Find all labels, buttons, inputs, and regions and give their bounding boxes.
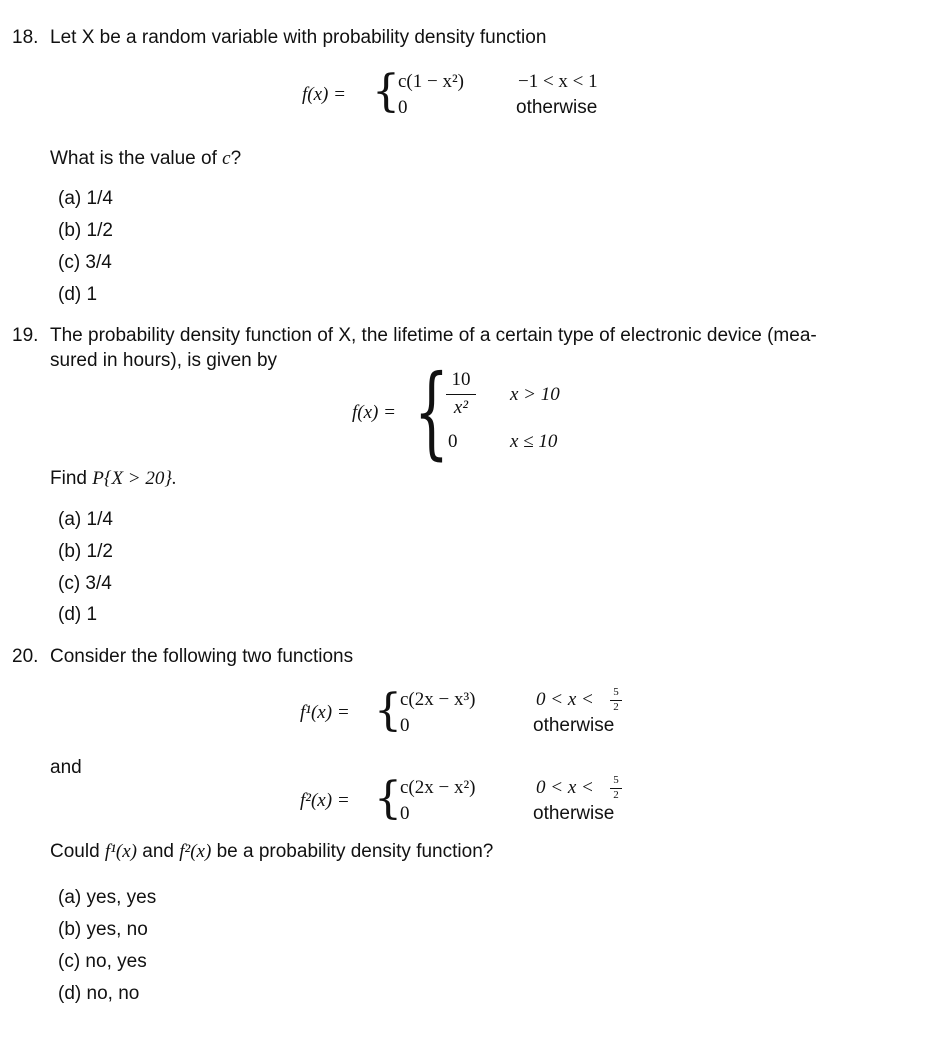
- question-text: Let X be a random variable with probability density function: [50, 27, 547, 48]
- case-expr: 0: [400, 803, 410, 824]
- answer-option[interactable]: (a) yes, yes: [58, 887, 157, 908]
- left-brace-icon: {: [374, 773, 402, 824]
- answer-option[interactable]: (a) 1/4: [58, 188, 113, 209]
- fraction-numerator: 5: [613, 686, 619, 698]
- case-expr: c(1 − x²): [398, 71, 464, 92]
- question-text-line: sured in hours), is given by: [50, 350, 278, 371]
- case-expr: 0: [398, 97, 408, 118]
- answer-option[interactable]: (b) 1/2: [58, 541, 113, 562]
- answer-option[interactable]: (d) 1: [58, 604, 98, 625]
- left-brace-icon: {: [374, 685, 402, 736]
- case-expr: c(2x − x³): [400, 689, 476, 710]
- case-condition: 0 < x <: [536, 777, 594, 798]
- case-expr: 0: [448, 431, 458, 452]
- question-prompt: What is the value of c?: [50, 148, 242, 169]
- case-condition: −1 < x < 1: [518, 71, 598, 92]
- answer-option[interactable]: (d) no, no: [58, 983, 140, 1004]
- formula-lhs: f(x) =: [302, 84, 346, 105]
- answer-option[interactable]: (c) 3/4: [58, 573, 112, 594]
- question-text: Consider the following two functions: [50, 646, 354, 667]
- case-condition: x > 10: [510, 384, 560, 405]
- answer-option[interactable]: (b) yes, no: [58, 919, 148, 940]
- case-condition: x ≤ 10: [510, 431, 558, 452]
- case-expr: 0: [400, 715, 410, 736]
- question-text-line: The probability density function of X, the lifetime of a certain type of electronic device (mea-: [50, 325, 817, 346]
- answer-option[interactable]: (c) 3/4: [58, 252, 112, 273]
- fraction-numerator: 5: [613, 774, 619, 786]
- case-condition: otherwise: [533, 803, 615, 824]
- fraction-numerator: 10: [451, 369, 471, 390]
- answer-option[interactable]: (d) 1: [58, 284, 98, 305]
- case-condition: otherwise: [533, 715, 615, 736]
- left-brace-icon: {: [372, 66, 400, 117]
- question-number: 19.: [12, 325, 39, 346]
- question-number: 20.: [12, 646, 39, 667]
- question-prompt: Find P{X > 20}.: [50, 468, 177, 489]
- case-condition: otherwise: [516, 97, 598, 118]
- fraction-denominator: 2: [613, 789, 619, 801]
- question-number: 18.: [12, 27, 39, 48]
- fraction-denominator: x²: [453, 397, 469, 418]
- formula-lhs: f(x) =: [352, 402, 396, 423]
- left-brace-icon: {: [414, 353, 449, 470]
- answer-option[interactable]: (c) no, yes: [58, 951, 147, 972]
- answer-option[interactable]: (b) 1/2: [58, 220, 113, 241]
- case-expr: c(2x − x²): [400, 777, 476, 798]
- formula-lhs: f¹(x) =: [300, 702, 350, 723]
- fraction-bar: [446, 394, 476, 395]
- case-condition: 0 < x <: [536, 689, 594, 710]
- question-prompt: Could f¹(x) and f²(x) be a probability density function?: [50, 841, 494, 862]
- answer-option[interactable]: (a) 1/4: [58, 509, 113, 530]
- connector-text: and: [50, 757, 82, 778]
- fraction-denominator: 2: [613, 701, 619, 713]
- formula-lhs: f²(x) =: [300, 790, 350, 811]
